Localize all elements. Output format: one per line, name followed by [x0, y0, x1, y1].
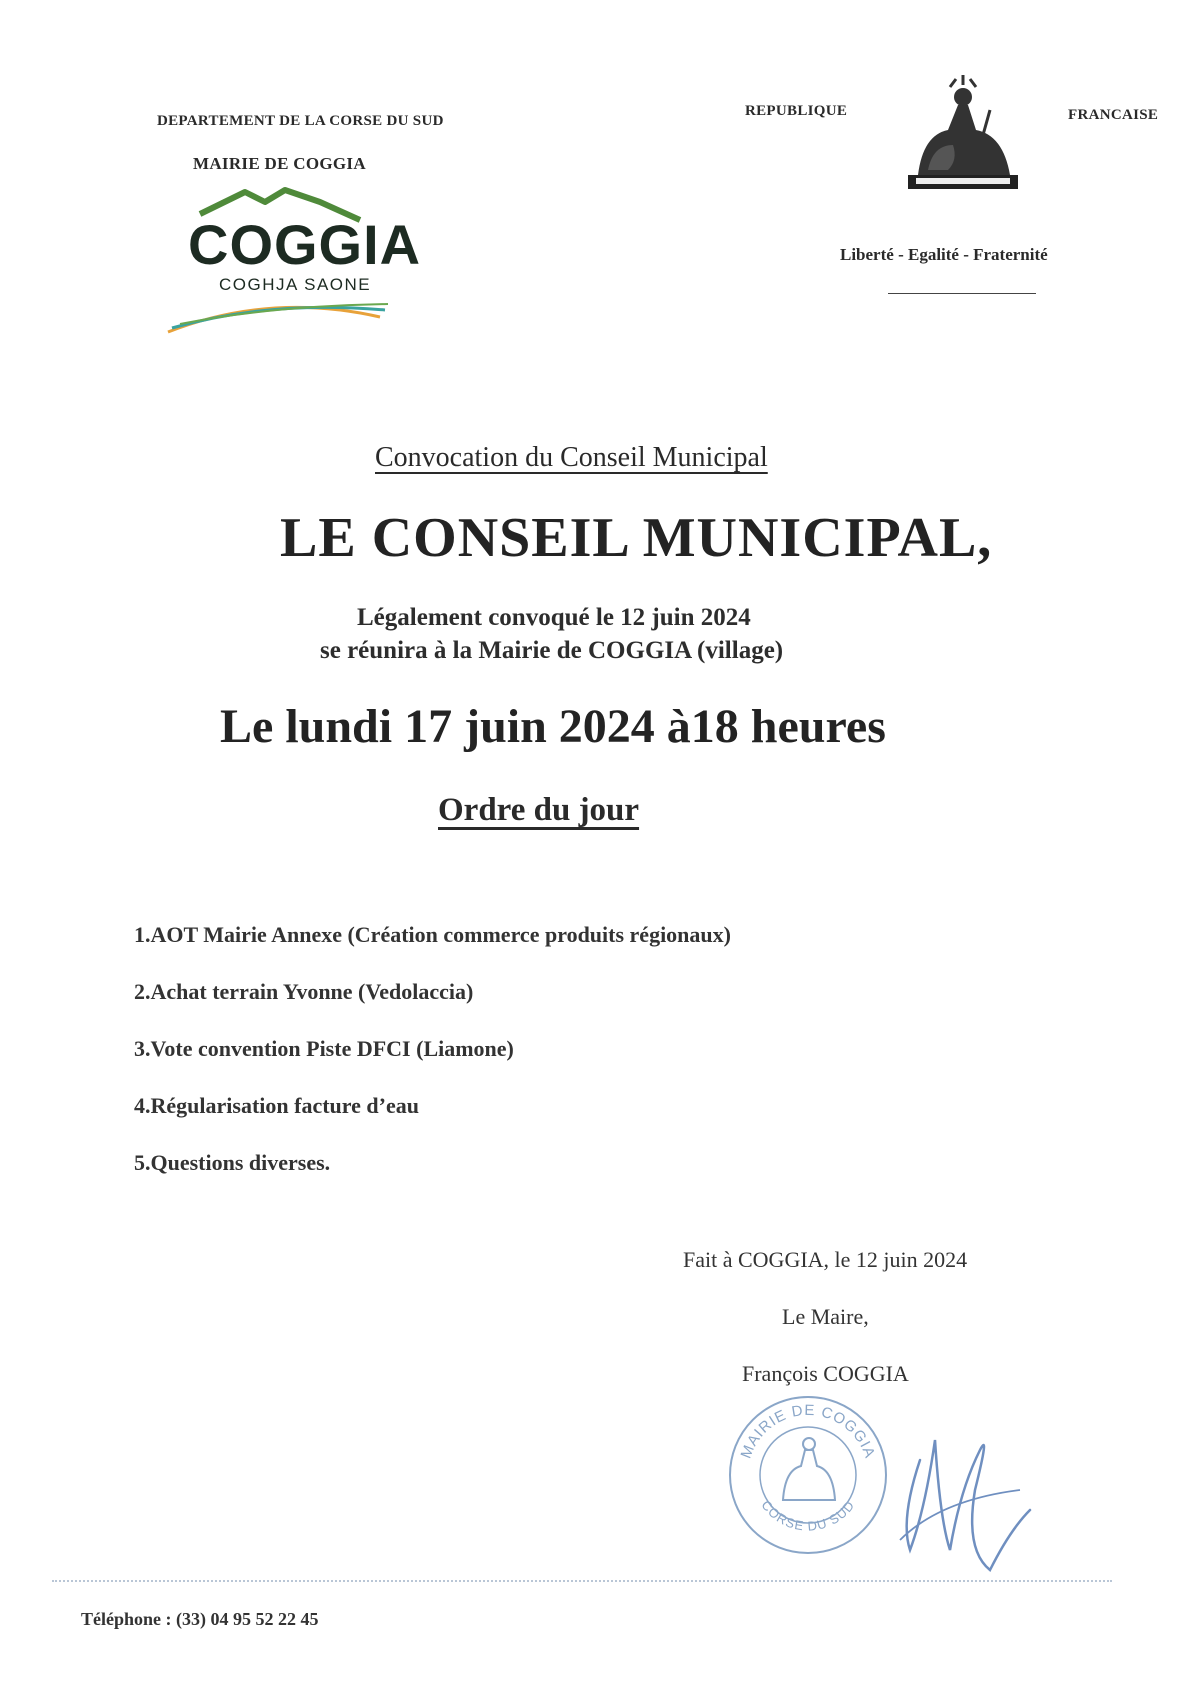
mairie-label: MAIRIE DE COGGIA	[193, 154, 366, 173]
devise-text: Liberté - Egalité - Fraternité	[840, 245, 1048, 264]
republique-label: REPUBLIQUE	[745, 103, 848, 119]
legal-line-2: se réunira à la Mairie de COGGIA (village)	[320, 637, 784, 664]
signature-icon	[880, 1400, 1040, 1580]
agenda-item: 5.Questions diverses.	[134, 1150, 331, 1175]
main-title: LE CONSEIL MUNICIPAL,	[280, 507, 993, 569]
agenda-item: 1.AOT Mairie Annexe (Création commerce produits régionaux)	[134, 922, 731, 947]
logo-wordmark: COGGIA	[188, 213, 422, 276]
svg-text:MAIRIE DE COGGIA	[738, 1402, 879, 1461]
footer-phone: Téléphone : (33) 04 95 52 22 45	[81, 1609, 319, 1629]
maire-name: François COGGIA	[742, 1361, 909, 1386]
marianne-emblem-icon	[898, 75, 1028, 205]
agenda-item: 3.Vote convention Piste DFCI (Liamone)	[134, 1036, 514, 1061]
devise-underline	[888, 293, 1036, 294]
legal-line-1: Légalement convoqué le 12 juin 2024	[357, 604, 751, 631]
convocation-title: Convocation du Conseil Municipal	[375, 442, 768, 473]
mairie-stamp-icon	[723, 1390, 893, 1560]
department-label: DEPARTEMENT DE LA CORSE DU SUD	[157, 113, 444, 129]
agenda-list	[134, 922, 731, 1207]
stamp-bottom-text: CORSE DU SUD	[758, 1497, 858, 1534]
agenda-item: 2.Achat terrain Yvonne (Vedolaccia)	[134, 979, 474, 1004]
ordre-du-jour-title: Ordre du jour	[438, 792, 640, 828]
meeting-date: Le lundi 17 juin 2024 à18 heures	[220, 700, 886, 753]
maire-title: Le Maire,	[782, 1304, 869, 1329]
place-date: Fait à COGGIA, le 12 juin 2024	[683, 1247, 968, 1272]
footer-divider	[52, 1580, 1112, 1582]
svg-text:CORSE DU SUD	[758, 1498, 857, 1534]
stamp-top-text: MAIRIE DE COGGIA	[737, 1401, 879, 1461]
agenda-item: 4.Régularisation facture d’eau	[134, 1093, 419, 1118]
francaise-label: FRANCAISE	[1068, 107, 1159, 123]
logo-subtitle: COGHJA SAONE	[219, 275, 372, 294]
